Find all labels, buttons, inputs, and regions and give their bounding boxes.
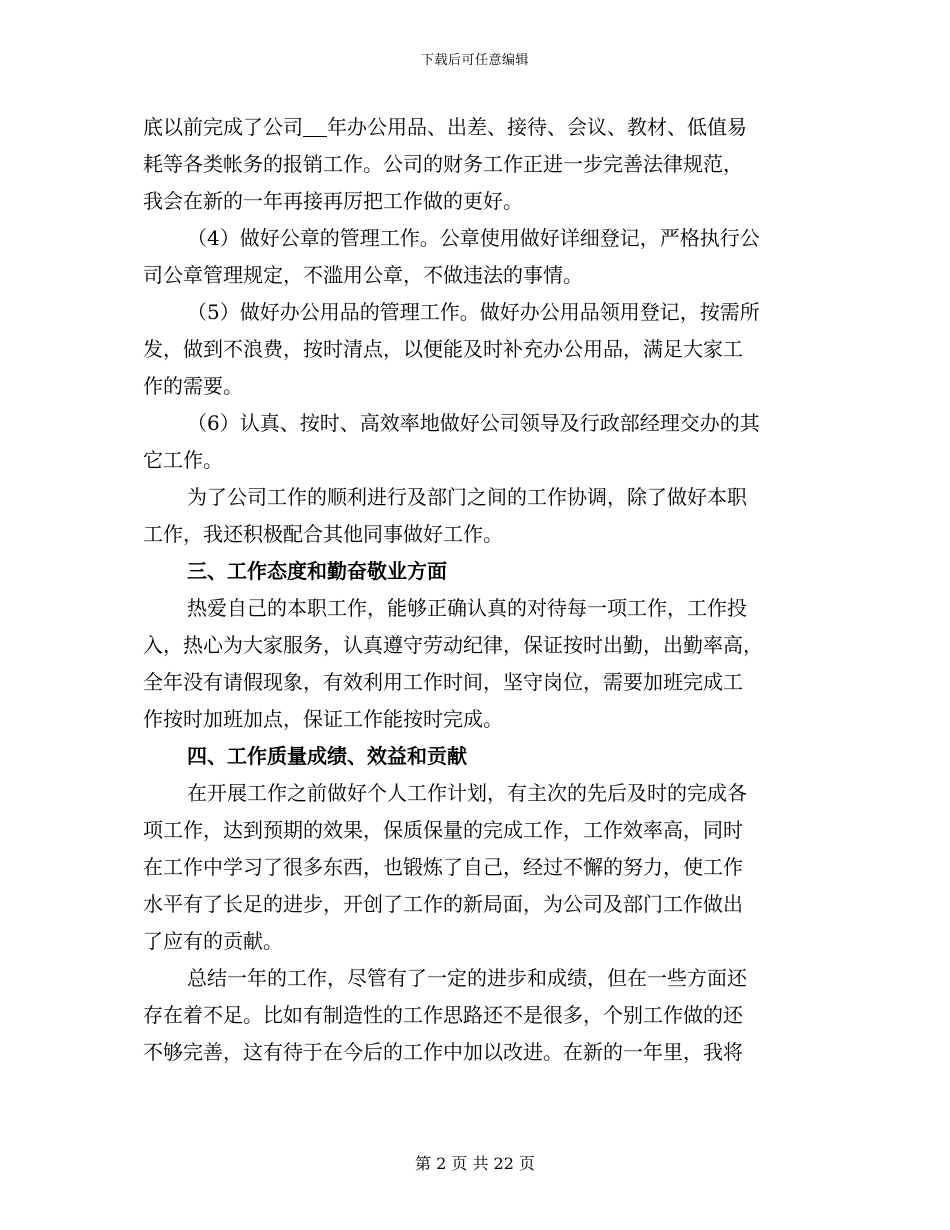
text-line: 全年没有请假现象，有效利用工作时间，坚守岗位，需要加班完成工 [143, 670, 743, 694]
text-segment: 年办公用品、出差、接待、会议、教材、低值易 [327, 115, 747, 139]
page-header-note: 下载后可任意编辑 [420, 53, 529, 68]
text-line: 水平有了长足的进步，开创了工作的新局面，为公司及部门工作做出 [143, 892, 743, 916]
list-item-6: （6）认真、按时、高效率地做好公司领导及行政部经理交办的其 [187, 411, 760, 435]
text-line: 作的需要。 [143, 374, 243, 398]
text-line: 它工作。 [143, 448, 223, 472]
list-item-5: （5）做好办公用品的管理工作。做好办公用品领用登记，按需所 [187, 300, 760, 324]
paragraph-start: 在开展工作之前做好个人工作计划，有主次的先后及时的完成各 [187, 781, 747, 805]
paragraph-start: 为了公司工作的顺利进行及部门之间的工作协调，除了做好本职 [187, 485, 747, 509]
text-line: 司公章管理规定，不滥用公章，不做违法的事情。 [143, 263, 583, 287]
section-heading-4: 四、工作质量成绩、效益和贡献 [187, 744, 467, 768]
text-line: 工作，我还积极配合其他同事做好工作。 [143, 522, 503, 546]
paragraph-start: 总结一年的工作，尽管有了一定的进步和成绩，但在一些方面还 [187, 966, 747, 990]
text-line: 入，热心为大家服务，认真遵守劳动纪律，保证按时出勤，出勤率高， [143, 633, 763, 657]
list-item-4: （4）做好公章的管理工作。公章使用做好详细登记，严格执行公 [187, 226, 760, 250]
text-line: 发，做到不浪费，按时清点，以便能及时补充办公用品，满足大家工 [143, 337, 743, 361]
text-segment: 底以前完成了公司 [143, 115, 303, 139]
page-number: 第 2 页 共 22 页 [415, 1154, 535, 1173]
text-line: 耗等各类帐务的报销工作。公司的财务工作正进一步完善法律规范， [143, 152, 743, 176]
document-body [143, 109, 813, 1071]
text-line: 了应有的贡献。 [143, 929, 283, 953]
text-line: 不够完善，这有待于在今后的工作中加以改进。在新的一年里，我将 [143, 1040, 743, 1064]
text-line [143, 109, 813, 146]
text-line: 作按时加班加点，保证工作能按时完成。 [143, 707, 503, 731]
text-line: 存在着不足。比如有制造性的工作思路还不是很多，个别工作做的还 [143, 1003, 743, 1027]
blank-underline [303, 116, 327, 137]
text-line: 在工作中学习了很多东西，也锻炼了自己，经过不懈的努力，使工作 [143, 855, 743, 879]
paragraph-start: 热爱自己的本职工作，能够正确认真的对待每一项工作，工作投 [187, 596, 747, 620]
text-line: 项工作，达到预期的效果，保质保量的完成工作，工作效率高，同时 [143, 818, 743, 842]
section-heading-3: 三、工作态度和勤奋敬业方面 [187, 559, 447, 583]
text-line: 我会在新的一年再接再厉把工作做的更好。 [143, 189, 523, 213]
